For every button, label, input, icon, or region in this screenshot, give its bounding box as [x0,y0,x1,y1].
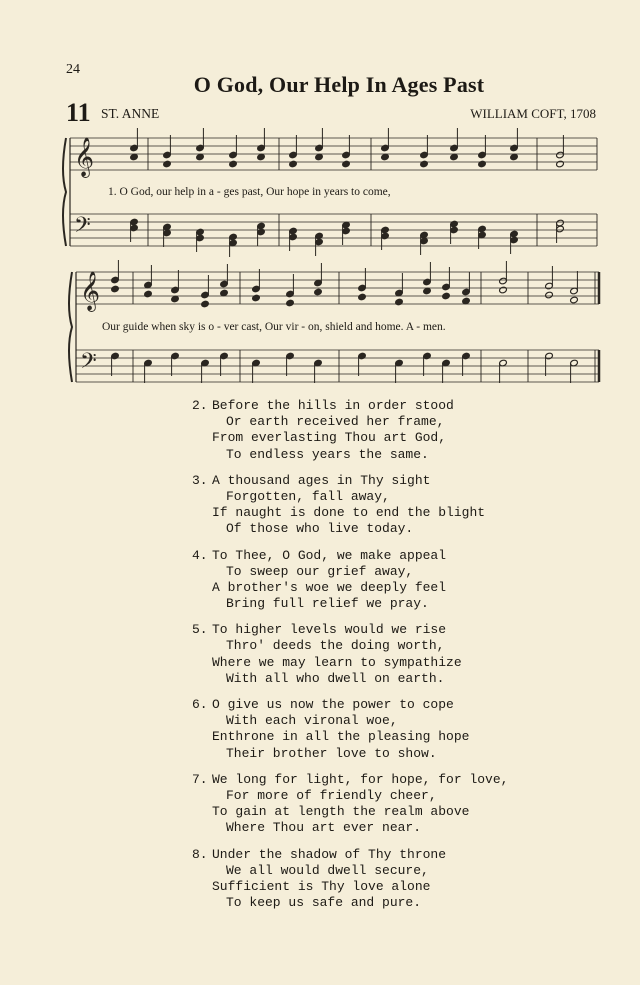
verse-text: To Thee, O God, we make appeal [212,547,447,563]
verse-number: 5. [192,622,208,638]
verse-text: For more of friendly cheer, [226,787,437,803]
verse-line [192,548,508,564]
note-head [570,296,579,304]
hymn-title: O God, Our Help In Ages Past [193,72,485,97]
verse-text: To keep us safe and pure. [226,895,422,911]
verse-line [192,729,508,745]
verse-line [192,580,508,596]
verse-text: Where we may learn to sympathize [212,654,462,670]
verse-line [192,398,508,414]
note-head [144,290,153,298]
verse-number: 2. [192,398,208,413]
verse-line [192,772,508,788]
verse-line [192,447,508,463]
verse-line [192,489,508,505]
verse-line [192,564,508,580]
note-head [111,285,120,293]
lyrics-line-1: 1. O God, our help in a - ges past, Our hope in years to come, [108,186,391,198]
verse-line [192,847,508,863]
verse [192,697,508,762]
verse-text: From everlasting Thou art God, [212,430,447,446]
note-head [342,160,351,168]
verse-text: Their brother love to show. [226,745,437,761]
bass-clef-icon: 𝄢 [80,349,97,379]
verse-text: To endless years the same. [226,446,429,462]
verse [192,548,508,613]
note-head [442,292,451,300]
note-head [229,160,238,168]
note-head [201,300,210,308]
verse-line [192,713,508,729]
verse-line [192,622,508,638]
verse-line [192,596,508,612]
verse-line [192,697,508,713]
verse-text: A brother's woe we deeply feel [212,579,447,595]
verse-line [192,473,508,489]
note-head [499,286,508,294]
verse-line [192,430,508,446]
verse-line [192,671,508,687]
note-head [420,160,429,168]
verse-line [192,655,508,671]
verse-text: Where Thou art ever near. [226,820,422,836]
verse-number: 3. [192,472,208,488]
verse-text: Of those who live today. [226,521,414,537]
verse-number: 6. [192,697,208,712]
note-head [289,160,298,168]
verse-text: To sweep our grief away, [226,563,414,579]
verse-line [192,521,508,537]
verse-line [192,879,508,895]
verse-number: 4. [192,547,208,563]
verse-line [192,746,508,762]
note-head [395,298,404,306]
verse-line [192,414,508,430]
verse-line [192,505,508,521]
verses [192,398,508,921]
bass-clef-icon: 𝄢 [74,213,91,243]
note-head [545,291,554,299]
verse-text: Sufficient is Thy love alone [212,878,431,894]
verse-number: 7. [192,771,208,787]
verse [192,398,508,463]
verse-text: Or earth received her frame, [226,414,445,430]
verse-line [192,895,508,911]
verse-text: Under the shadow of Thy throne [212,846,447,862]
lyrics-line-2: Our guide when sky is o - ver cast, Our vir - on, shield and home. A - men. [102,321,446,333]
verse-text: We all would dwell secure, [226,862,429,878]
verse [192,622,508,687]
brace [63,138,66,246]
note-head [556,160,565,168]
note-head [314,288,323,296]
verse-text: With each vironal woe, [226,713,398,729]
note-head [358,293,367,301]
note-head [163,160,172,168]
verse-text: With all who dwell on earth. [226,670,445,686]
verse-line [192,788,508,804]
tune-name: ST. ANNE [101,106,160,121]
verse-text: If naught is done to end the blight [212,505,486,521]
verse-line [192,863,508,879]
treble-clef-icon: 𝄞 [80,271,101,311]
verse-text: Forgotten, fall away, [226,488,390,504]
brace [69,272,72,382]
verse-line [192,820,508,836]
verse-number: 8. [192,846,208,862]
verse-text: Before the hills in order stood [212,398,454,413]
hymn-number: 11 [66,98,91,127]
verse-text: O give us now the power to cope [212,697,454,712]
verse-text: We long for light, for hope, for love, [212,771,509,787]
page-number: 24 [66,62,80,77]
verse-line [192,804,508,820]
note-head [252,294,261,302]
verse-line [192,638,508,654]
verse-text: Bring full relief we pray. [226,596,429,612]
verse-text: Thro' deeds the doing worth, [226,638,445,654]
verse-text: A thousand ages in Thy sight [212,472,431,488]
verse [192,473,508,538]
note-head [286,299,295,307]
author-credit: WILLIAM COFT, 1708 [470,106,596,121]
verse-text: Enthrone in all the pleasing hope [212,729,470,745]
note-head [478,160,487,168]
verse-text: To gain at length the realm above [212,804,470,820]
treble-clef-icon: 𝄞 [74,137,95,177]
verse-text: To higher levels would we rise [212,622,447,638]
verse [192,772,508,837]
verse [192,847,508,912]
